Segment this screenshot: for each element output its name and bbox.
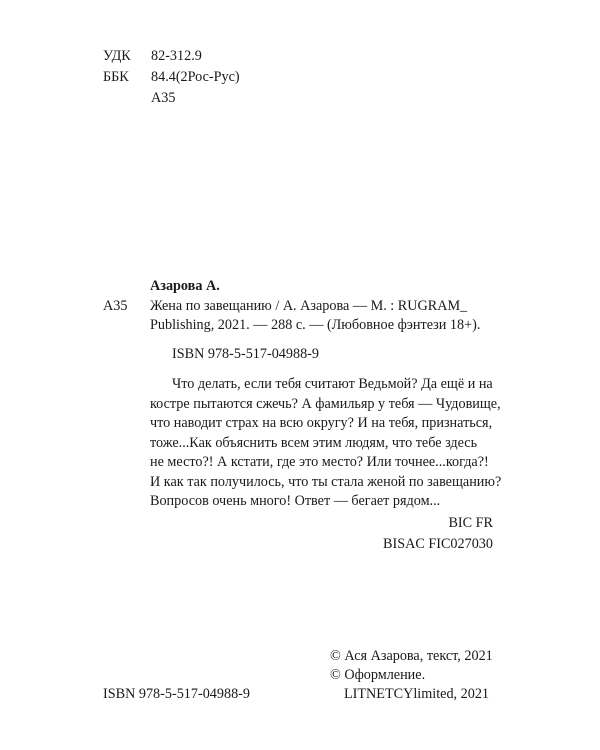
annotation-line: не место?! А кстати, где это место? Или точнее...когда?!: [150, 454, 489, 470]
udk-value: 82-312.9: [151, 48, 202, 64]
annotation-line: что наводит страх на всю округу? И на тебя, признаться,: [150, 415, 493, 431]
annotation-line: тоже...Как объяснить всем этим людям, что тебе здесь: [150, 434, 478, 451]
annotation-line: Вопросов очень много! Ответ — бегает рядом...: [150, 493, 441, 509]
bisac-code: BISAC FIC027030: [383, 536, 493, 552]
annotation-line: И как так получилось, что ты стала женой по завещанию?: [150, 473, 502, 490]
copyright-publisher: LITNETCYlimited, 2021: [344, 686, 490, 702]
annotation-line: костре пытаются сжечь? А фамильяр у тебя — Чудовище,: [150, 395, 501, 412]
classification-block: [103, 48, 303, 108]
bib-line-1: Жена по завещанию / А. Азарова — М. : RUGRAM_: [150, 298, 468, 314]
footer-isbn: ISBN 978-5-517-04988-9: [103, 686, 250, 702]
bbk-value: 84.4(2Рос-Рус): [151, 69, 240, 85]
bib-line-2: Publishing, 2021. — 288 с. — (Любовное фэнтези 18+).: [150, 317, 481, 333]
annotation: [150, 375, 502, 512]
entry-isbn: ISBN 978-5-517-04988-9: [172, 346, 319, 362]
author-heading: Азарова А.: [150, 278, 220, 294]
annotation-line: Что делать, если тебя считают Ведьмой? Да ещё и на: [172, 376, 493, 392]
copyright-text: © Ася Азарова, текст, 2021: [330, 648, 493, 664]
copyright-design: © Оформление.: [330, 667, 426, 683]
bbk-label: ББК: [103, 69, 129, 85]
udk-label: УДК: [103, 48, 131, 64]
author-mark: А35: [151, 90, 176, 106]
entry-mark: А35: [103, 298, 128, 314]
bic-code: BIC FR: [448, 515, 493, 531]
